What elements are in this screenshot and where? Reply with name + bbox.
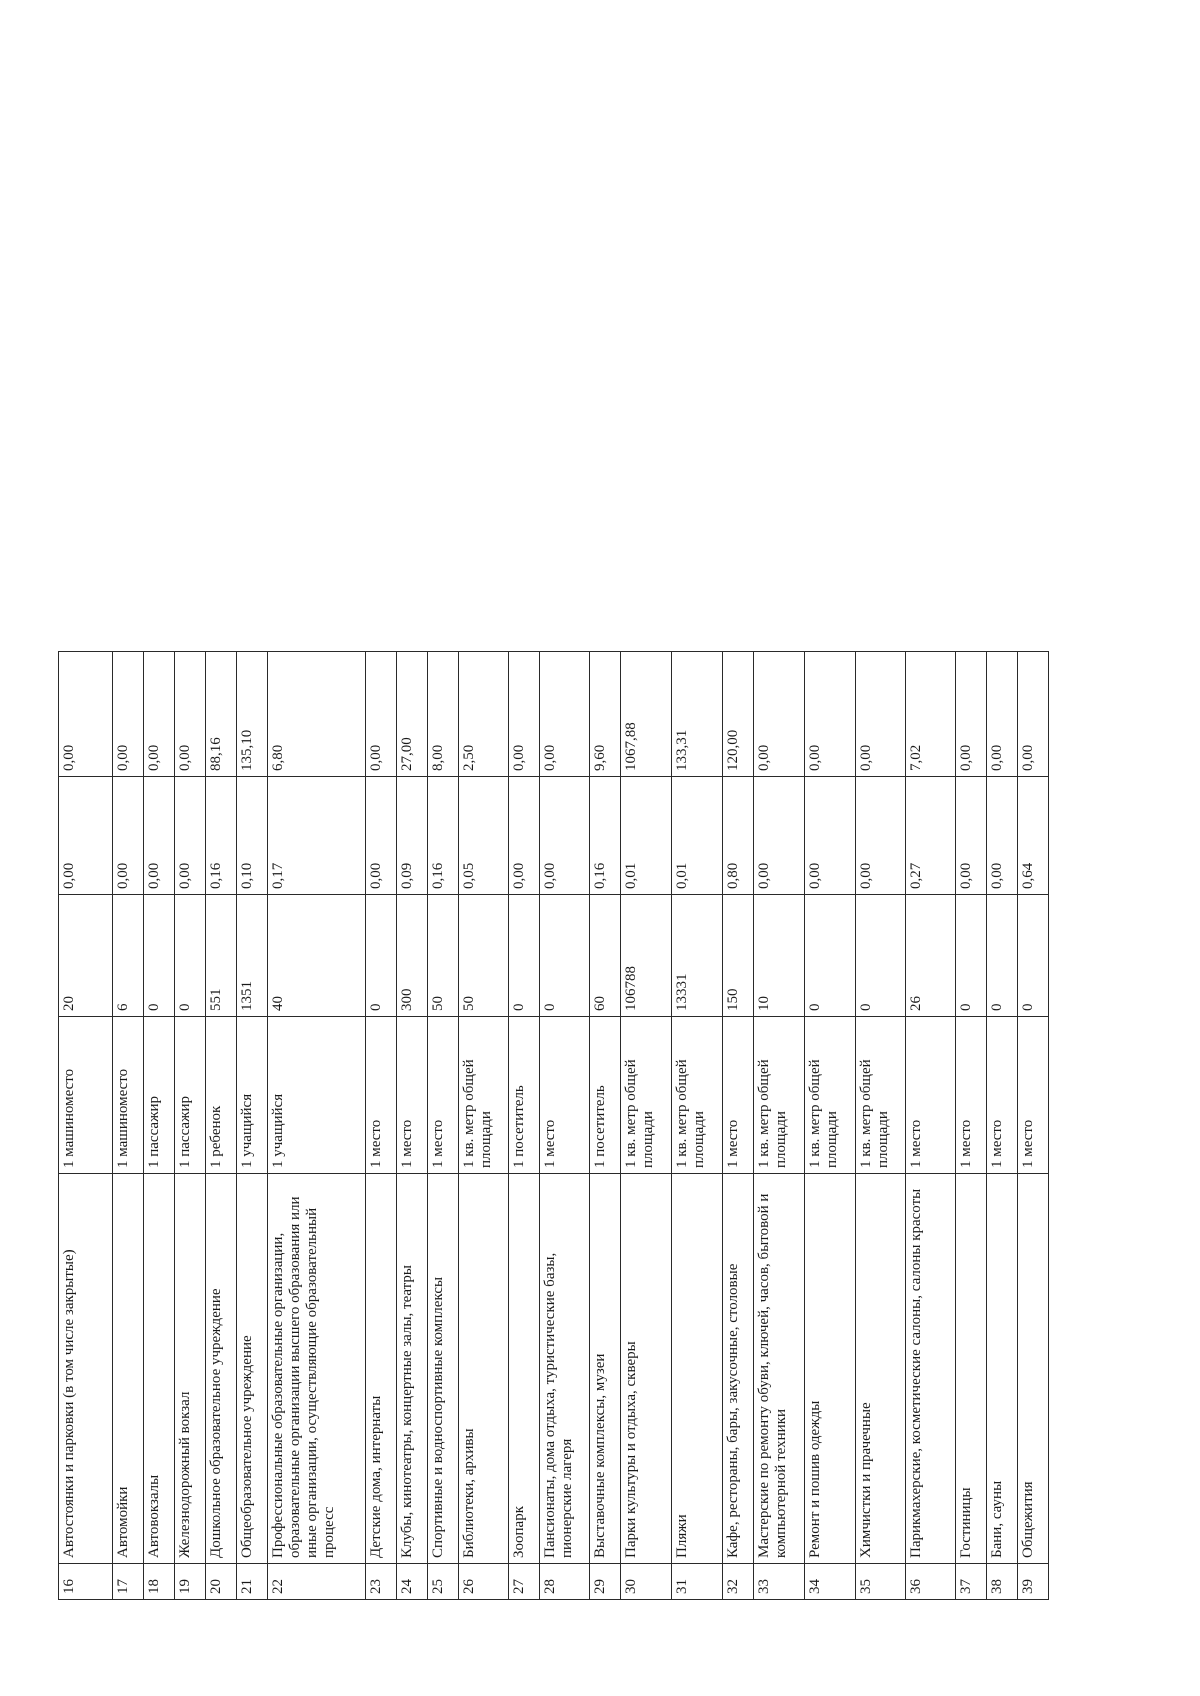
object-name: Выставочные комплексы, музеи (590, 1174, 621, 1564)
object-name: Бани, сауны (987, 1174, 1018, 1564)
rotated-page (58, 420, 1110, 1600)
volume-cell: 9,60 (590, 652, 621, 777)
row-number: 29 (590, 1564, 621, 1600)
row-number: 17 (113, 1564, 144, 1600)
blank-cell (509, 420, 540, 652)
quantity-cell: 10 (754, 895, 805, 1017)
quantity-cell: 0 (540, 895, 590, 1017)
table-row (723, 420, 754, 1600)
quantity-cell: 300 (397, 895, 428, 1017)
blank-cell (59, 420, 113, 652)
blank-cell (590, 420, 621, 652)
row-number: 35 (856, 1564, 906, 1600)
unit-cell: 1 учащийся (237, 1017, 268, 1174)
object-name: Автостоянки и парковки (в том числе закрытые) (59, 1174, 113, 1564)
blank-cell (754, 420, 805, 652)
coefficient-cell: 0,01 (672, 777, 723, 895)
volume-cell: 0,00 (956, 652, 987, 777)
volume-cell: 6,80 (268, 652, 366, 777)
volume-cell: 0,00 (113, 652, 144, 777)
blank-cell (906, 420, 956, 652)
quantity-cell: 0 (175, 895, 206, 1017)
table-row (237, 420, 268, 1600)
coefficient-cell: 0,16 (428, 777, 459, 895)
unit-cell: 1 место (1018, 1017, 1049, 1174)
row-number: 26 (459, 1564, 509, 1600)
row-number: 23 (366, 1564, 397, 1600)
table-row (366, 420, 397, 1600)
object-name: Парки культуры и отдыха, скверы (621, 1174, 672, 1564)
blank-cell (397, 420, 428, 652)
coefficient-cell: 0,80 (723, 777, 754, 895)
row-number: 31 (672, 1564, 723, 1600)
table-row (268, 420, 366, 1600)
row-number: 27 (509, 1564, 540, 1600)
row-number: 21 (237, 1564, 268, 1600)
volume-cell: 0,00 (754, 652, 805, 777)
coefficient-cell: 0,00 (59, 777, 113, 895)
table-row (113, 420, 144, 1600)
coefficient-cell: 0,09 (397, 777, 428, 895)
blank-cell (856, 420, 906, 652)
table-body (59, 420, 1049, 1600)
row-number: 36 (906, 1564, 956, 1600)
row-number: 32 (723, 1564, 754, 1600)
quantity-cell: 40 (268, 895, 366, 1017)
volume-cell: 0,00 (144, 652, 175, 777)
blank-cell (459, 420, 509, 652)
object-name: Зоопарк (509, 1174, 540, 1564)
quantity-cell: 106788 (621, 895, 672, 1017)
row-number: 18 (144, 1564, 175, 1600)
coefficient-cell: 0,00 (856, 777, 906, 895)
quantity-cell: 0 (987, 895, 1018, 1017)
row-number: 25 (428, 1564, 459, 1600)
row-number: 34 (805, 1564, 856, 1600)
volume-cell: 1067,88 (621, 652, 672, 777)
volume-cell: 120,00 (723, 652, 754, 777)
volume-cell: 0,00 (366, 652, 397, 777)
coefficient-cell: 0,27 (906, 777, 956, 895)
volume-cell: 0,00 (805, 652, 856, 777)
unit-cell: 1 место (956, 1017, 987, 1174)
quantity-cell: 0 (1018, 895, 1049, 1017)
table-row (144, 420, 175, 1600)
coefficient-cell: 0,00 (366, 777, 397, 895)
unit-cell: 1 место (987, 1017, 1018, 1174)
quantity-cell: 0 (956, 895, 987, 1017)
unit-cell: 1 кв. метр общей площади (754, 1017, 805, 1174)
row-number: 24 (397, 1564, 428, 1600)
table-row (509, 420, 540, 1600)
object-name: Ремонт и пошив одежды (805, 1174, 856, 1564)
row-number: 39 (1018, 1564, 1049, 1600)
blank-cell (540, 420, 590, 652)
blank-cell (113, 420, 144, 652)
coefficient-cell: 0,00 (509, 777, 540, 895)
volume-cell: 0,00 (175, 652, 206, 777)
volume-cell: 7,02 (906, 652, 956, 777)
row-number: 38 (987, 1564, 1018, 1600)
quantity-cell: 0 (805, 895, 856, 1017)
object-name: Библиотеки, архивы (459, 1174, 509, 1564)
unit-cell: 1 пассажир (144, 1017, 175, 1174)
blank-cell (723, 420, 754, 652)
quantity-cell: 13331 (672, 895, 723, 1017)
row-number: 30 (621, 1564, 672, 1600)
object-name: Кафе, рестораны, бары, закусочные, столовые (723, 1174, 754, 1564)
object-name: Спортивные и водноспортивные комплексы (428, 1174, 459, 1564)
coefficient-cell: 0,64 (1018, 777, 1049, 895)
unit-cell: 1 ребенок (206, 1017, 237, 1174)
blank-cell (206, 420, 237, 652)
unit-cell: 1 посетитель (590, 1017, 621, 1174)
table-row (1018, 420, 1049, 1600)
quantity-cell: 551 (206, 895, 237, 1017)
object-name: Парикмахерские, косметические салоны, салоны красоты (906, 1174, 956, 1564)
table-row (397, 420, 428, 1600)
blank-cell (987, 420, 1018, 652)
unit-cell: 1 машиноместо (59, 1017, 113, 1174)
volume-cell: 0,00 (509, 652, 540, 777)
unit-cell: 1 место (906, 1017, 956, 1174)
volume-cell: 2,50 (459, 652, 509, 777)
table-row (590, 420, 621, 1600)
object-name: Мастерские по ремонту обуви, ключей, часов, бытовой и компьютерной техники (754, 1174, 805, 1564)
blank-cell (175, 420, 206, 652)
unit-cell: 1 пассажир (175, 1017, 206, 1174)
unit-cell: 1 учащийся (268, 1017, 366, 1174)
volume-cell: 88,16 (206, 652, 237, 777)
unit-cell: 1 место (366, 1017, 397, 1174)
object-name: Пляжи (672, 1174, 723, 1564)
table-row (754, 420, 805, 1600)
quantity-cell: 20 (59, 895, 113, 1017)
coefficient-cell: 0,10 (237, 777, 268, 895)
table-row (856, 420, 906, 1600)
blank-cell (672, 420, 723, 652)
unit-cell: 1 кв. метр общей площади (805, 1017, 856, 1174)
unit-cell: 1 посетитель (509, 1017, 540, 1174)
table-row (59, 420, 113, 1600)
coefficient-cell: 0,16 (206, 777, 237, 895)
table-row (175, 420, 206, 1600)
unit-cell: 1 кв. метр общей площади (856, 1017, 906, 1174)
quantity-cell: 0 (856, 895, 906, 1017)
quantity-cell: 0 (144, 895, 175, 1017)
coefficient-cell: 0,00 (754, 777, 805, 895)
quantity-cell: 0 (509, 895, 540, 1017)
object-name: Автовокзалы (144, 1174, 175, 1564)
table-row (621, 420, 672, 1600)
object-name: Дошкольное образовательное учреждение (206, 1174, 237, 1564)
volume-cell: 27,00 (397, 652, 428, 777)
volume-cell: 0,00 (1018, 652, 1049, 777)
volume-cell: 0,00 (59, 652, 113, 777)
coefficient-cell: 0,00 (805, 777, 856, 895)
quantity-cell: 150 (723, 895, 754, 1017)
blank-cell (621, 420, 672, 652)
object-name: Химчистки и прачечные (856, 1174, 906, 1564)
object-name: Общежития (1018, 1174, 1049, 1564)
quantity-cell: 1351 (237, 895, 268, 1017)
row-number: 33 (754, 1564, 805, 1600)
blank-cell (956, 420, 987, 652)
row-number: 28 (540, 1564, 590, 1600)
unit-cell: 1 место (428, 1017, 459, 1174)
row-number: 19 (175, 1564, 206, 1600)
coefficient-cell: 0,00 (175, 777, 206, 895)
coefficient-cell: 0,00 (956, 777, 987, 895)
table-row (540, 420, 590, 1600)
volume-cell: 8,00 (428, 652, 459, 777)
table-row (805, 420, 856, 1600)
quantity-cell: 6 (113, 895, 144, 1017)
coefficient-cell: 0,05 (459, 777, 509, 895)
coefficient-cell: 0,00 (144, 777, 175, 895)
table-row (206, 420, 237, 1600)
coefficient-cell: 0,16 (590, 777, 621, 895)
coefficient-cell: 0,00 (540, 777, 590, 895)
object-name: Общеобразовательное учреждение (237, 1174, 268, 1564)
volume-cell: 133,31 (672, 652, 723, 777)
blank-cell (144, 420, 175, 652)
table-row (459, 420, 509, 1600)
blank-cell (805, 420, 856, 652)
quantity-cell: 60 (590, 895, 621, 1017)
row-number: 16 (59, 1564, 113, 1600)
blank-cell (237, 420, 268, 652)
unit-cell: 1 кв. метр общей площади (621, 1017, 672, 1174)
coefficient-cell: 0,00 (987, 777, 1018, 895)
quantity-cell: 50 (459, 895, 509, 1017)
object-name: Железнодорожный вокзал (175, 1174, 206, 1564)
blank-cell (1018, 420, 1049, 652)
coefficient-cell: 0,17 (268, 777, 366, 895)
table-row (906, 420, 956, 1600)
row-number: 22 (268, 1564, 366, 1600)
table-row (987, 420, 1018, 1600)
blank-cell (428, 420, 459, 652)
unit-cell: 1 место (723, 1017, 754, 1174)
blank-cell (268, 420, 366, 652)
object-name: Клубы, кинотеатры, концертные залы, театры (397, 1174, 428, 1564)
object-name: Детские дома, интернаты (366, 1174, 397, 1564)
waste-norms-table (58, 420, 1049, 1601)
object-name: Гостиницы (956, 1174, 987, 1564)
volume-cell: 0,00 (856, 652, 906, 777)
unit-cell: 1 кв. метр общей площади (459, 1017, 509, 1174)
table-row (672, 420, 723, 1600)
unit-cell: 1 место (397, 1017, 428, 1174)
quantity-cell: 50 (428, 895, 459, 1017)
volume-cell: 0,00 (987, 652, 1018, 777)
row-number: 37 (956, 1564, 987, 1600)
unit-cell: 1 машиноместо (113, 1017, 144, 1174)
volume-cell: 0,00 (540, 652, 590, 777)
object-name: Профессиональные образовательные организации, образовательные организации высшего образования или иные организации, осуществляющие образовательный процесс (268, 1174, 366, 1564)
object-name: Пансионаты, дома отдыха, туристические базы, пионерские лагеря (540, 1174, 590, 1564)
object-name: Автомойки (113, 1174, 144, 1564)
table-row (428, 420, 459, 1600)
volume-cell: 135,10 (237, 652, 268, 777)
coefficient-cell: 0,00 (113, 777, 144, 895)
coefficient-cell: 0,01 (621, 777, 672, 895)
unit-cell: 1 место (540, 1017, 590, 1174)
table-row (956, 420, 987, 1600)
blank-cell (366, 420, 397, 652)
quantity-cell: 0 (366, 895, 397, 1017)
row-number: 20 (206, 1564, 237, 1600)
unit-cell: 1 кв. метр общей площади (672, 1017, 723, 1174)
quantity-cell: 26 (906, 895, 956, 1017)
